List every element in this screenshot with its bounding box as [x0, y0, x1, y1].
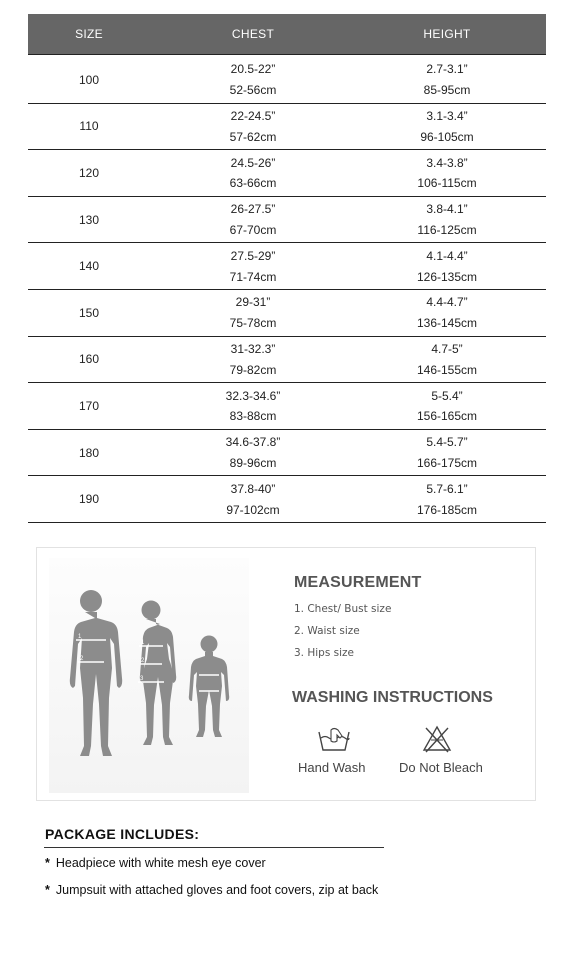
size-column-cell [28, 150, 158, 196]
measurement-item-waist: 2. Waist size [294, 625, 360, 637]
chest-cm-cell: 71-74cm [229, 269, 277, 284]
package-includes-title: PACKAGE INCLUDES: [45, 826, 200, 842]
table-row [28, 243, 546, 290]
height-cm-cell: 146-155cm [416, 362, 478, 377]
chest-inches-cell: 37.8-40” [230, 481, 276, 496]
table-row [28, 290, 546, 337]
table-header [28, 14, 546, 54]
height-column-cell [348, 476, 546, 522]
size-cell: 110 [79, 119, 99, 134]
chest-cm-cell: 97-102cm [226, 502, 280, 517]
chest-inches-cell: 29-31” [235, 295, 271, 310]
height-column-cell [348, 57, 546, 103]
table-row [28, 150, 546, 197]
chest-column-cell [158, 337, 348, 383]
size-cell: 170 [78, 398, 100, 413]
chest-inches-cell: 26-27.5” [230, 202, 276, 217]
height-cm-cell: 176-185cm [416, 502, 478, 517]
chest-inches-cell: 22-24.5” [230, 108, 276, 123]
height-inches-cell: 4.1-4.4” [426, 248, 468, 263]
size-column-cell [28, 337, 158, 383]
height-column-cell [348, 197, 546, 243]
table-row [28, 337, 546, 384]
size-column-cell [28, 57, 158, 103]
chest-column-cell [158, 57, 348, 103]
size-column-cell [28, 290, 158, 336]
size-cell: 150 [78, 305, 100, 320]
height-inches-cell: 2.7-3.1” [426, 62, 468, 77]
height-column-cell [348, 430, 546, 476]
height-inches-cell: 5.4-5.7” [426, 435, 468, 450]
table-row [28, 383, 546, 430]
size-cell: 190 [78, 492, 100, 507]
height-cm-cell: 85-95cm [423, 83, 471, 98]
chest-inches-cell: 24.5-26” [230, 155, 276, 170]
chest-column-cell [158, 430, 348, 476]
bullet: * [45, 883, 50, 897]
marker-1: 1 [141, 640, 145, 646]
chest-column-cell [158, 290, 348, 336]
height-cm-cell: 156-165cm [416, 409, 478, 424]
height-inches-cell: 4.4-4.7” [426, 295, 468, 310]
package-item-text: Headpiece with white mesh eye cover [55, 856, 266, 870]
table-body [28, 54, 546, 523]
chest-inches-cell: 31-32.3” [230, 341, 276, 356]
chest-column-cell [158, 476, 348, 522]
measurement-item-hips: 3. Hips size [294, 647, 355, 659]
size-column-cell [28, 104, 158, 150]
washing-instructions-title: WASHING INSTRUCTIONS [292, 689, 493, 706]
chest-inches-cell: 34.6-37.8” [225, 435, 281, 450]
header-chest: CHEST [231, 27, 275, 41]
height-cm-cell: 106-115cm [417, 176, 477, 191]
height-inches-cell: 3.8-4.1” [426, 202, 468, 217]
chest-column-cell [158, 383, 348, 429]
chest-inches-cell: 32.3-34.6” [225, 388, 281, 403]
chest-column-cell [158, 197, 348, 243]
size-cell: 120 [78, 165, 100, 180]
info-panel [36, 547, 536, 801]
package-divider [44, 847, 384, 848]
marker-2: 2 [141, 658, 145, 664]
table-row [28, 57, 546, 104]
height-cm-cell: 136-145cm [416, 316, 478, 331]
size-column-cell [28, 383, 158, 429]
marker-1: 1 [78, 634, 82, 640]
table-row [28, 104, 546, 151]
table-row [28, 430, 546, 477]
height-column-cell [348, 290, 546, 336]
hand-wash-label: Hand Wash [298, 760, 366, 775]
chest-cm-cell: 57-62cm [229, 129, 277, 144]
height-column-cell [348, 104, 546, 150]
package-item-text: Jumpsuit with attached gloves and foot covers, zip at back [55, 883, 379, 897]
chest-cm-cell: 89-96cm [229, 455, 277, 470]
chest-column-cell [158, 150, 348, 196]
chest-inches-cell: 20.5-22” [230, 62, 276, 77]
size-column-cell [28, 430, 158, 476]
bullet: * [45, 856, 50, 870]
height-cm-cell: 116-125cm [417, 222, 477, 237]
measurement-title: MEASUREMENT [294, 574, 422, 591]
height-inches-cell: 5-5.4” [431, 388, 463, 403]
size-cell: 180 [78, 445, 100, 460]
height-inches-cell: 3.1-3.4” [426, 108, 468, 123]
size-cell: 140 [78, 259, 100, 274]
height-inches-cell: 4.7-5” [431, 341, 463, 356]
size-chart-table [28, 14, 546, 523]
chest-column-cell [158, 243, 348, 289]
height-column-cell [348, 150, 546, 196]
height-cm-cell: 166-175cm [416, 455, 478, 470]
height-cm-cell: 96-105cm [420, 129, 474, 144]
chest-inches-cell: 27.5-29” [230, 248, 276, 263]
height-column-cell [348, 243, 546, 289]
chest-cm-cell: 67-70cm [229, 222, 277, 237]
table-row [28, 476, 546, 523]
chest-cm-cell: 79-82cm [229, 362, 277, 377]
measurement-item-chest: 1. Chest/ Bust size [294, 603, 392, 615]
hand-wash-icon [317, 726, 351, 759]
height-column-cell [348, 337, 546, 383]
chest-cm-cell: 52-56cm [229, 83, 277, 98]
size-column-cell [28, 476, 158, 522]
do-not-bleach-label: Do Not Bleach [399, 760, 483, 775]
marker-3: 3 [140, 676, 144, 682]
marker-2: 2 [80, 656, 84, 662]
do-not-bleach-icon [422, 724, 452, 759]
chest-cm-cell: 83-88cm [229, 409, 277, 424]
size-cell: 100 [78, 72, 100, 87]
chest-cm-cell: 75-78cm [229, 316, 277, 331]
header-size: SIZE [75, 27, 103, 41]
size-column-cell [28, 243, 158, 289]
height-column-cell [348, 383, 546, 429]
size-cell: 130 [78, 212, 100, 227]
height-inches-cell: 3.4-3.8” [426, 155, 468, 170]
body-silhouettes-icon [49, 558, 249, 793]
size-column-cell [28, 197, 158, 243]
table-row [28, 197, 546, 244]
header-height: HEIGHT [423, 27, 471, 41]
size-cell: 160 [78, 352, 100, 367]
chest-cm-cell: 63-66cm [229, 176, 277, 191]
package-item [45, 883, 378, 897]
chest-column-cell [158, 104, 348, 150]
height-cm-cell: 126-135cm [416, 269, 478, 284]
package-item [45, 856, 266, 870]
height-inches-cell: 5.7-6.1” [426, 481, 468, 496]
body-figures-illustration [49, 558, 249, 793]
